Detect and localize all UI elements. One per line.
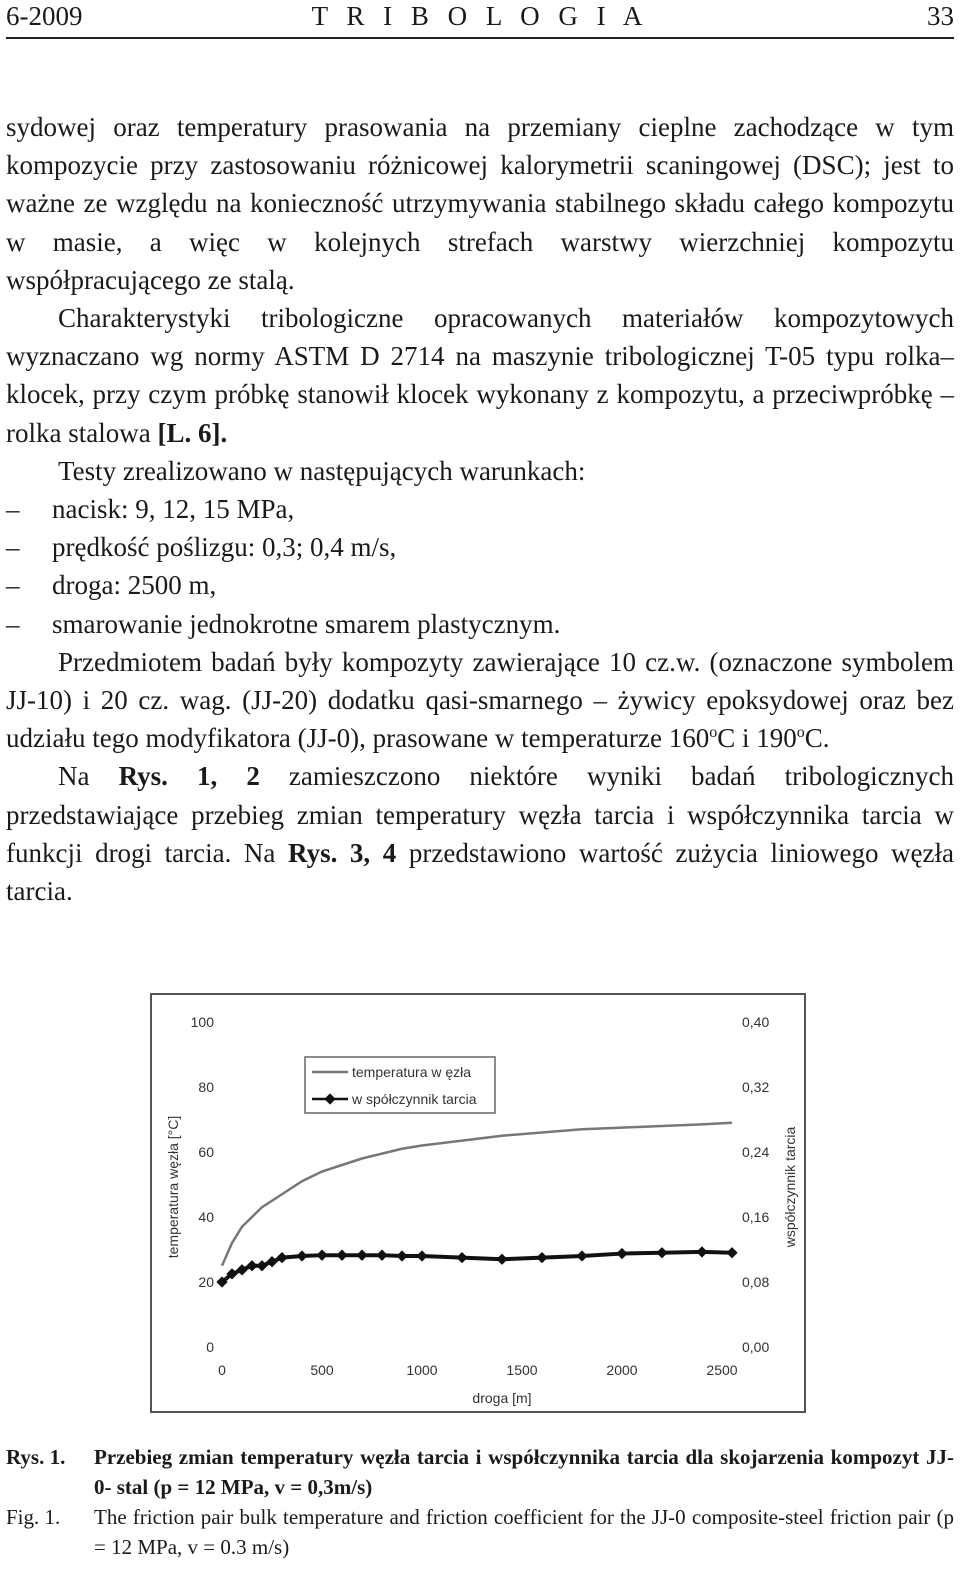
friction-data-point xyxy=(496,1254,507,1265)
friction-data-point xyxy=(316,1250,327,1261)
temperature-series-line xyxy=(222,1123,732,1266)
friction-data-point xyxy=(576,1250,587,1261)
caption-label: Rys. 1. xyxy=(6,1445,66,1469)
legend-friction-label: w spółczynnik tarcia xyxy=(352,1091,477,1107)
y-axis-title: temperatura węzła [°C] xyxy=(165,1115,181,1259)
y2-tick-label: 0,08 xyxy=(742,1274,770,1290)
friction-data-point xyxy=(536,1252,547,1263)
figure-ref-numbers: 3, 4 xyxy=(349,837,397,868)
x-tick-label: 500 xyxy=(310,1362,334,1378)
friction-data-point xyxy=(256,1260,267,1271)
figure-ref-numbers: 1, 2 xyxy=(196,761,260,792)
friction-data-point xyxy=(456,1252,467,1263)
friction-data-point xyxy=(276,1252,287,1263)
friction-data-point xyxy=(266,1256,277,1267)
reference-link: [L. 6]. xyxy=(157,417,228,448)
friction-data-point xyxy=(296,1250,307,1261)
y2-axis-title: współczynnik tarcia xyxy=(782,1126,798,1248)
figure-ref: Rys. xyxy=(288,837,338,868)
paragraph-5-text-b: zamieszczono niektóre wyniki badań tribologicznych przedstawiające przebieg zmian temperatury węzła tarcia i współczynnika tarcia w funkcji drogi tarcia. Na xyxy=(6,761,955,868)
x-tick-label: 0 xyxy=(218,1362,226,1378)
page-number: 33 xyxy=(927,1,954,31)
friction-data-point xyxy=(246,1260,257,1271)
list-dash: – xyxy=(6,570,20,601)
y2-tick-label: 0,24 xyxy=(742,1144,770,1160)
caption-text: Przebieg zmian temperatury węzła tarcia i współczynnika tarcia dla skojarzenia kompozyt JJ-0- stal (p = 12 MPa, v = 0,3m/s) xyxy=(94,1445,954,1499)
list-item-text: smarowanie jednokrotne smarem plastycznym. xyxy=(52,608,561,639)
list-item-text: prędkość poślizgu: 0,3; 0,4 m/s, xyxy=(52,532,397,563)
caption-label: Fig. 1. xyxy=(6,1505,61,1529)
paragraph-4 xyxy=(6,643,954,758)
body-text xyxy=(6,108,954,910)
paragraph-5-text-a: Na xyxy=(58,761,119,792)
x-tick-label: 2500 xyxy=(706,1362,738,1378)
list-item-text: nacisk: 9, 12, 15 MPa, xyxy=(52,494,295,525)
friction-data-point xyxy=(376,1250,387,1261)
issue-number: 6-2009 xyxy=(6,1,83,31)
legend-temperature-label: temperatura w ęzła xyxy=(352,1064,472,1080)
caption-text: The friction pair bulk temperature and friction coefficient for the JJ-0 composite-steel friction pair (p = 12 MPa, v = 0.3 m/s) xyxy=(94,1505,954,1559)
friction-data-point xyxy=(616,1248,627,1259)
y2-tick-label: 0,40 xyxy=(742,1014,770,1030)
paragraph-2-text: Charakterystyki tribologiczne opracowanych materiałów kompozytowych wyznaczano wg normy ASTM D 2714 na maszynie tribologicznej T-05 typu rolka–klocek, przy czym próbkę stanowił klocek wykonany z kompozytu, a przeciwpróbkę – rolka stalowa xyxy=(6,303,954,448)
paragraph-2 xyxy=(6,299,954,452)
page-header xyxy=(6,0,954,34)
paragraph-5 xyxy=(6,757,954,910)
list-dash: – xyxy=(6,608,20,639)
y-tick-label: 100 xyxy=(190,1014,214,1030)
list-item xyxy=(6,605,954,643)
degree-sign: o xyxy=(796,724,805,742)
list-item-text: droga: 2500 m, xyxy=(52,570,217,601)
y2-tick-label: 0,00 xyxy=(742,1339,770,1355)
friction-data-point xyxy=(356,1250,367,1261)
journal-title: T R I B O L O G I A xyxy=(311,1,649,31)
conditions-list xyxy=(6,490,954,643)
x-tick-label: 1500 xyxy=(506,1362,538,1378)
figure-1 xyxy=(150,993,806,1413)
friction-data-point xyxy=(656,1247,667,1258)
friction-data-point xyxy=(236,1264,247,1275)
list-item xyxy=(6,490,954,528)
y-tick-label: 0 xyxy=(206,1339,214,1355)
paragraph-1: sydowej oraz temperatury prasowania na przemiany cieplne zachodzące w tym kompozycie przy zastosowaniu różnicowej kalorymetrii scaningowej (DSC); jest to ważne ze względu na konieczność utrzymywania stabilnego składu całego kompozytu w masie, a więc w kolejnych strefach warstwy wierzchniej kompozytu współpracującego ze stalą. xyxy=(6,112,954,295)
figure-ref: Rys. xyxy=(118,761,168,792)
list-item xyxy=(6,528,954,566)
paragraph-4-text-c: C. xyxy=(804,723,830,754)
y-tick-label: 60 xyxy=(198,1144,214,1160)
list-item xyxy=(6,566,954,604)
friction-data-point xyxy=(396,1250,407,1261)
friction-data-point xyxy=(726,1247,737,1258)
friction-data-point xyxy=(696,1246,707,1257)
x-axis-title: droga [m] xyxy=(472,1390,532,1406)
paragraph-4-text-b: C i 190 xyxy=(717,723,797,754)
x-tick-label: 1000 xyxy=(406,1362,438,1378)
list-dash: – xyxy=(6,532,20,563)
y-tick-label: 40 xyxy=(198,1209,214,1225)
chart-svg xyxy=(152,995,804,1411)
y-tick-label: 80 xyxy=(198,1079,214,1095)
y-tick-label: 20 xyxy=(198,1274,214,1290)
x-tick-label: 2000 xyxy=(606,1362,638,1378)
degree-sign: o xyxy=(709,724,718,742)
header-rule xyxy=(6,37,954,39)
list-dash: – xyxy=(6,494,20,525)
paragraph-4-text-a: Przedmiotem badań były kompozyty zawierające 10 cz.w. (oznaczone symbolem JJ-10) i 20 cz. wag. (JJ-20) dodatku qasi-smarnego – żywicy epoksydowej oraz bez udziału tego modyfikatora (JJ-0), prasowane w temperaturze 160 xyxy=(6,646,954,754)
paragraph-3: Testy zrealizowano w następujących warunkach: xyxy=(58,455,586,486)
paragraph-5-text-c: przedstawiono wartość zużycia liniowego węzła tarcia. xyxy=(6,837,955,907)
y2-tick-label: 0,16 xyxy=(742,1209,770,1225)
y2-tick-label: 0,32 xyxy=(742,1079,770,1095)
friction-data-point xyxy=(416,1250,427,1261)
friction-data-point xyxy=(336,1250,347,1261)
